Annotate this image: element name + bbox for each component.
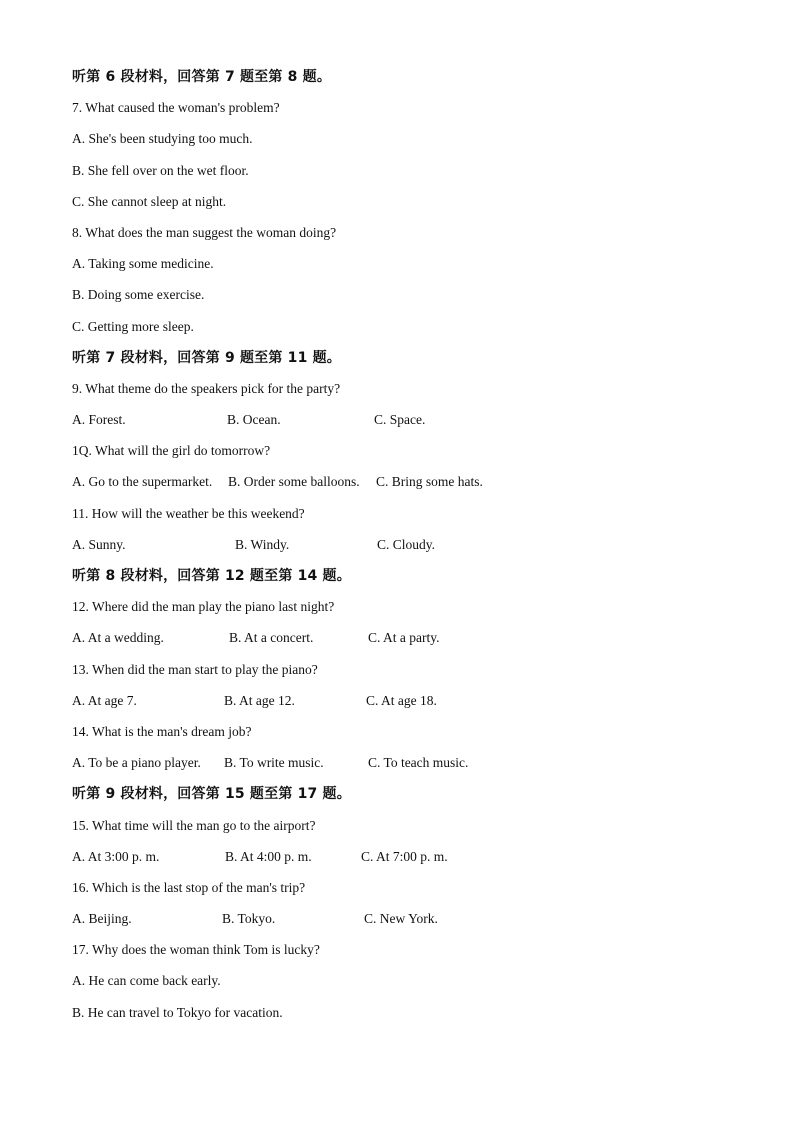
- answer-option: A. At 3:00 p. m.: [72, 848, 160, 864]
- answer-option: B. At age 12.: [224, 692, 295, 708]
- answer-option: B. To write music.: [224, 755, 324, 771]
- answer-option: A. He can come back early.: [72, 973, 221, 989]
- answer-option: B. At 4:00 p. m.: [225, 848, 312, 864]
- answer-option: C. Cloudy.: [377, 536, 436, 552]
- answer-option: B. He can travel to Tokyo for vacation.: [72, 1004, 283, 1020]
- answer-option: C. At 7:00 p. m.: [361, 848, 448, 864]
- answer-option: C. New York.: [364, 911, 438, 927]
- answer-option: A. To be a piano player.: [72, 755, 201, 771]
- question-text: 7. What caused the woman's problem?: [72, 100, 280, 116]
- question-text: 11. How will the weather be this weekend?: [72, 505, 305, 521]
- answer-option: A. Sunny.: [72, 536, 126, 552]
- answer-option: A. At a wedding.: [72, 630, 164, 646]
- section-heading: 听第 7 段材料，回答第 9 题至第 11 题。: [72, 349, 342, 366]
- answer-option: A. Go to the supermarket.: [72, 474, 213, 490]
- answer-option: C. To teach music.: [368, 755, 469, 771]
- answer-option: C. Space.: [374, 412, 426, 428]
- answer-option: B. Doing some exercise.: [72, 287, 205, 303]
- question-text: 9. What theme do the speakers pick for the party?: [72, 380, 341, 396]
- answer-option: C. Bring some hats.: [376, 474, 483, 490]
- answer-option: C. Getting more sleep.: [72, 318, 194, 334]
- question-text: 16. Which is the last stop of the man's trip?: [72, 879, 306, 895]
- answer-option: B. She fell over on the wet floor.: [72, 162, 249, 178]
- answer-options-row: [72, 407, 752, 438]
- section-heading: 听第 9 段材料，回答第 15 题至第 17 题。: [72, 786, 351, 803]
- question-text: 1Q. What will the girl do tomorrow?: [72, 443, 271, 459]
- question-text: 14. What is the man's dream job?: [72, 723, 252, 739]
- question-text: 15. What time will the man go to the airport?: [72, 817, 316, 833]
- answer-options-row: [72, 469, 752, 500]
- answer-options-row: [72, 750, 752, 781]
- answer-options-row: [72, 625, 752, 656]
- answer-option: A. Taking some medicine.: [72, 256, 214, 272]
- answer-option: A. She's been studying too much.: [72, 131, 253, 147]
- answer-options-row: [72, 532, 752, 563]
- answer-option: C. At a party.: [368, 630, 440, 646]
- answer-option: B. Ocean.: [227, 412, 281, 428]
- question-text: 13. When did the man start to play the piano?: [72, 661, 318, 677]
- answer-option: B. Windy.: [235, 536, 290, 552]
- section-heading: 听第 8 段材料，回答第 12 题至第 14 题。: [72, 568, 351, 584]
- answer-option: B. Tokyo.: [222, 911, 276, 927]
- answer-options-row: [72, 688, 752, 719]
- answer-option: C. She cannot sleep at night.: [72, 193, 227, 209]
- exam-page: [72, 64, 752, 1031]
- section-heading: 听第 6 段材料，回答第 7 题至第 8 题。: [72, 69, 332, 85]
- question-text: 17. Why does the woman think Tom is lucky?: [72, 942, 320, 958]
- answer-option: B. At a concert.: [229, 630, 314, 646]
- answer-options-row: [72, 906, 752, 937]
- answer-option: A. Beijing.: [72, 911, 132, 927]
- answer-option: A. Forest.: [72, 412, 126, 428]
- answer-option: A. At age 7.: [72, 692, 137, 708]
- question-text: 12. Where did the man play the piano last night?: [72, 599, 335, 615]
- question-text: 8. What does the man suggest the woman doing?: [72, 224, 337, 240]
- answer-option: B. Order some balloons.: [228, 474, 360, 490]
- answer-option: C. At age 18.: [366, 692, 437, 708]
- answer-options-row: [72, 844, 752, 875]
